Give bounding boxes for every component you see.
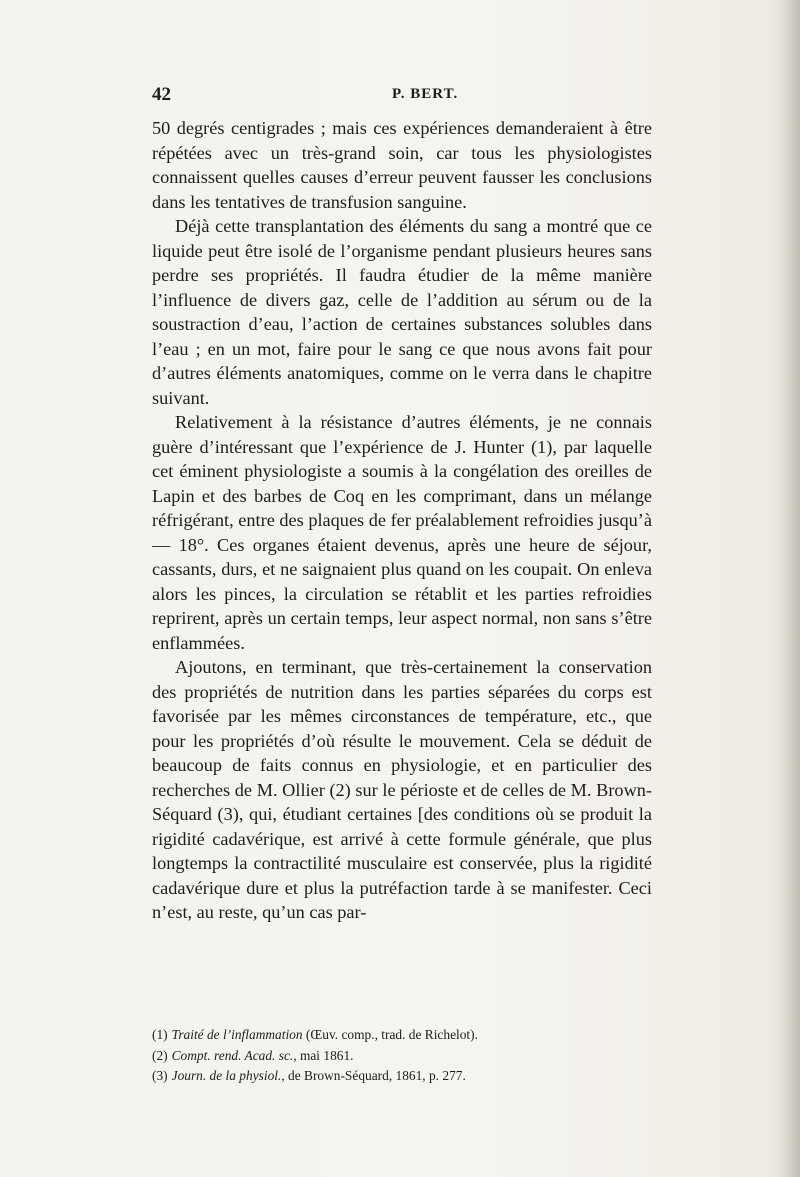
footnote bbox=[152, 1046, 652, 1067]
footnote bbox=[152, 1066, 652, 1087]
paragraph: Déjà cette transplantation des éléments du sang a montré que ce liquide peut être isolé de l’organisme pendant plusieurs heures sans perdre ses propriétés. Il faudra étudier de la même manière l’influence de divers gaz, celle de l’addition au sérum ou de la soustraction d’eau, l’action de certaines substances solubles dans l’eau ; en un mot, faire pour le sang ce que nous avons fait pour d’autres éléments anatomiques, comme on le verra dans le chapitre suivant. bbox=[152, 216, 652, 408]
footnotes bbox=[152, 1025, 652, 1087]
footnote-title: Compt. rend. Acad. sc. bbox=[171, 1047, 294, 1063]
footnote-number: (2) bbox=[152, 1047, 168, 1063]
footnote-number: (3) bbox=[152, 1068, 168, 1083]
footnote-text: (Œuv. comp., trad. de Richelot). bbox=[302, 1027, 478, 1042]
page-header bbox=[152, 84, 654, 110]
paragraph: 50 degrés centigrades ; mais ces expériences demanderaient à être répétées avec un très-grand soin, car tous les physiologistes connaissent quelles causes d’erreur peuvent fausser les conclusions dans les tentatives de transfusion sanguine. bbox=[152, 118, 652, 212]
footnote bbox=[152, 1025, 652, 1046]
page-number: 42 bbox=[152, 84, 171, 105]
footnote-title: Traité de l’inflammation bbox=[171, 1027, 303, 1042]
paragraph: Ajoutons, en terminant, que très-certainement la conservation des propriétés de nutrition dans les parties séparées du corps est favorisée par les mêmes circonstances de température, etc., que pour les propriétés d’où résulte le mouvement. Cela se déduit de beaucoup de faits connus en physiologie, et en particulier des recherches de M. Ollier (2) sur le périoste et de celles de M. Brown-Séquard (3), qui, étudiant certaines [des conditions où se produit la rigidité cadavérique, est arrivé à cette formule générale, que plus longtemps la contractilité musculaire est conservée, plus la rigidité cadavérique dure et plus la putréfaction tarde à se manifester. Ceci n’est, au reste, qu’un cas par- bbox=[152, 657, 652, 922]
footnote-number: (1) bbox=[152, 1027, 168, 1042]
footnote-title: Journ. de la physiol. bbox=[171, 1068, 282, 1083]
footnote-text: , mai 1861. bbox=[293, 1047, 354, 1063]
page-edge-shadow bbox=[782, 0, 800, 1177]
body-text bbox=[152, 116, 652, 925]
running-head: P. BERT. bbox=[392, 86, 459, 102]
footnote-text: , de Brown-Séquard, 1861, p. 277. bbox=[281, 1068, 466, 1083]
paragraph: Relativement à la résistance d’autres éléments, je ne connais guère d’intéressant que l’expérience de J. Hunter (1), par laquelle cet éminent physiologiste a soumis à la congélation des oreilles de Lapin et des barbes de Coq en les comprimant, dans un mélange réfrigérant, entre des plaques de fer préalablement refroidies jusqu’à — 18°. Ces organes étaient devenus, après une heure de séjour, cassants, durs, et ne saignaient plus quand on les coupait. On enleva alors les pinces, la circulation se rétablit et les parties refroidies reprirent, après un certain temps, leur aspect normal, non sans s’être enflammées. bbox=[152, 412, 652, 653]
